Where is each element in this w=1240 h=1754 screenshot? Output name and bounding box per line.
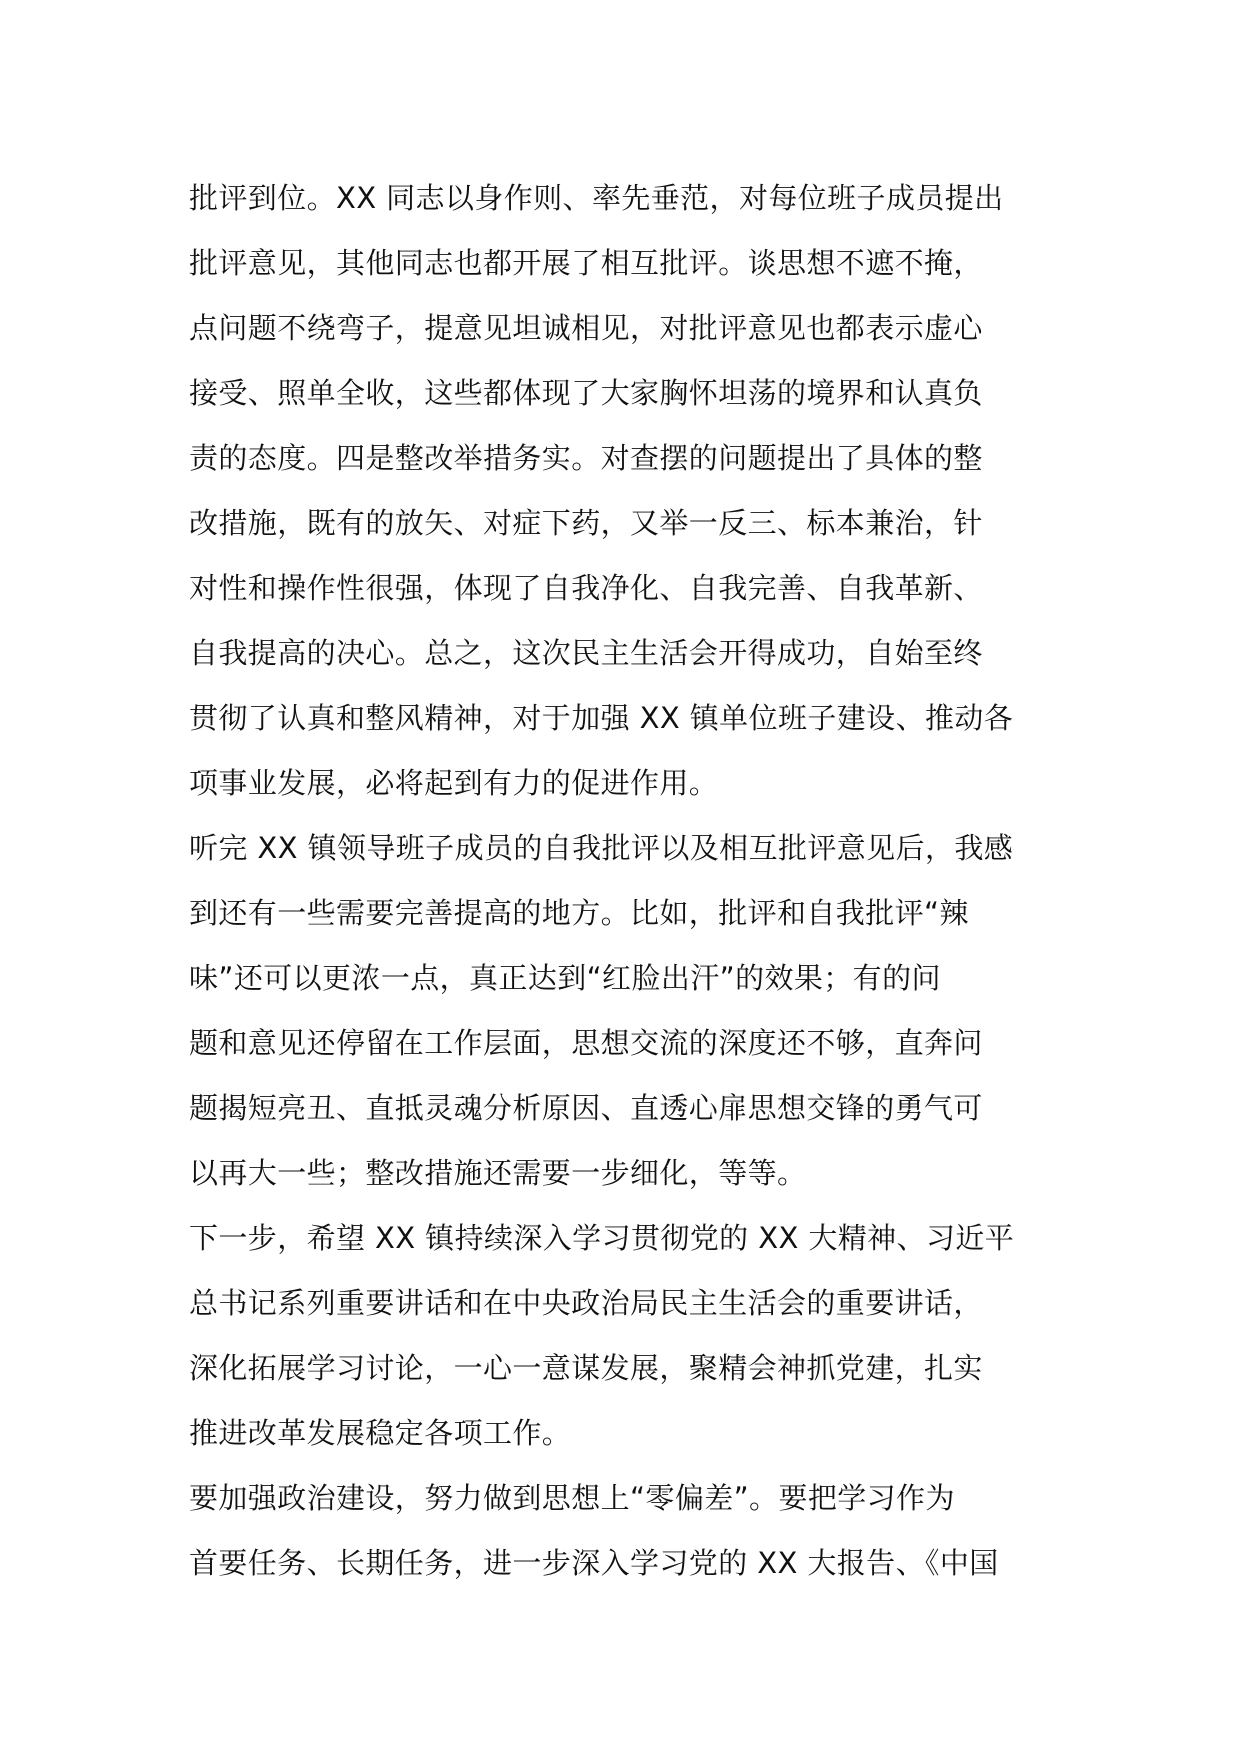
text-line: 首要任务、长期任务，进一步深入学习党的 XX 大报告、《中国: [189, 1546, 999, 1580]
text-line: 题和意见还停留在工作层面，思想交流的深度还不够，直奔问: [189, 1026, 983, 1060]
text-line: 对性和操作性很强，体现了自我净化、自我完善、自我革新、: [189, 571, 983, 605]
text-line: 到还有一些需要完善提高的地方。比如，批评和自我批评“辣: [189, 896, 969, 930]
text-line: 自我提高的决心。总之，这次民主生活会开得成功，自始至终: [189, 636, 983, 670]
text-line: 味”还可以更浓一点，真正达到“红脸出汗”的效果；有的问: [189, 961, 941, 995]
text-line: 要加强政治建设，努力做到思想上“零偏差”。要把学习作为: [189, 1481, 955, 1515]
text-line: 接受、照单全收，这些都体现了大家胸怀坦荡的境界和认真负: [189, 376, 983, 410]
text-line: 点问题不绕弯子，提意见坦诚相见，对批评意见也都表示虚心: [189, 311, 983, 345]
document-body: [189, 166, 1061, 1596]
text-line: 项事业发展，必将起到有力的促进作用。: [189, 766, 719, 800]
text-line: 批评到位。XX 同志以身作则、率先垂范，对每位班子成员提出: [189, 181, 1004, 215]
text-line: 批评意见，其他同志也都开展了相互批评。谈思想不遮不掩，: [189, 246, 983, 280]
text-line: 题揭短亮丑、直抵灵魂分析原因、直透心扉思想交锋的勇气可: [189, 1091, 983, 1125]
text-line: 责的态度。四是整改举措务实。对查摆的问题提出了具体的整: [189, 441, 983, 475]
text-line: 总书记系列重要讲话和在中央政治局民主生活会的重要讲话，: [189, 1286, 983, 1320]
paragraph: [189, 166, 1061, 816]
text-line: 下一步，希望 XX 镇持续深入学习贯彻党的 XX 大精神、习近平: [189, 1221, 1015, 1255]
paragraph: [189, 816, 1061, 1206]
text-line: 以再大一些；整改措施还需要一步细化，等等。: [189, 1156, 807, 1190]
text-line: 深化拓展学习讨论，一心一意谋发展，聚精会神抓党建，扎实: [189, 1351, 983, 1385]
text-line: 听完 XX 镇领导班子成员的自我批评以及相互批评意见后，我感: [189, 831, 1014, 865]
text-line: 推进改革发展稳定各项工作。: [189, 1416, 572, 1450]
paragraph: [189, 1466, 1061, 1596]
text-line: 改措施，既有的放矢、对症下药，又举一反三、标本兼治，针: [189, 506, 983, 540]
paragraph: [189, 1206, 1061, 1466]
text-line: 贯彻了认真和整风精神，对于加强 XX 镇单位班子建设、推动各: [189, 701, 1014, 735]
